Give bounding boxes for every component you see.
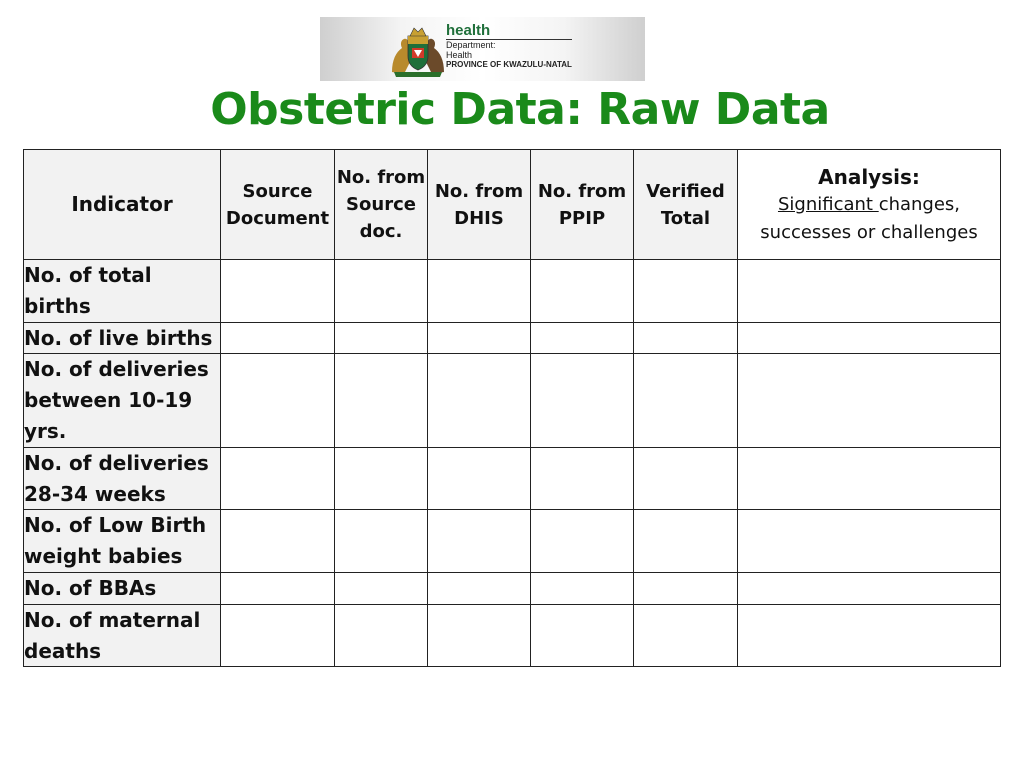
cell-verified-total[interactable] [634,572,738,604]
header-no-from-ppip: No. from PPIP [531,150,634,260]
table-row [24,604,1001,667]
cell-source-document[interactable] [221,572,335,604]
cell-no-from-ppip[interactable] [531,260,634,323]
cell-source-document[interactable] [221,510,335,573]
cell-verified-total[interactable] [634,322,738,354]
cell-analysis[interactable] [738,572,1001,604]
indicator-deliveries-10-19: No. of deliveries between 10-19 yrs. [24,354,221,447]
logo-health-word: health [446,23,572,40]
cell-analysis[interactable] [738,322,1001,354]
cell-analysis[interactable] [738,354,1001,447]
cell-analysis[interactable] [738,510,1001,573]
cell-no-from-source[interactable] [335,572,428,604]
cell-source-document[interactable] [221,260,335,323]
table-header-row [24,150,1001,260]
cell-no-from-dhis[interactable] [428,447,531,510]
cell-analysis[interactable] [738,604,1001,667]
cell-analysis[interactable] [738,260,1001,323]
indicator-bbas: No. of BBAs [24,572,221,604]
cell-no-from-dhis[interactable] [428,322,531,354]
cell-no-from-ppip[interactable] [531,354,634,447]
cell-no-from-source[interactable] [335,447,428,510]
cell-verified-total[interactable] [634,604,738,667]
table-row [24,572,1001,604]
cell-no-from-source[interactable] [335,354,428,447]
cell-no-from-source[interactable] [335,604,428,667]
header-verified-total: Verified Total [634,150,738,260]
header-no-from-dhis: No. from DHIS [428,150,531,260]
cell-no-from-ppip[interactable] [531,510,634,573]
table-row [24,354,1001,447]
table-row [24,510,1001,573]
cell-no-from-source[interactable] [335,510,428,573]
kzn-coat-of-arms-icon [388,22,448,78]
table-row [24,260,1001,323]
cell-no-from-dhis[interactable] [428,510,531,573]
cell-verified-total[interactable] [634,354,738,447]
cell-source-document[interactable] [221,354,335,447]
cell-no-from-dhis[interactable] [428,260,531,323]
analysis-subtitle [738,191,1000,247]
cell-no-from-ppip[interactable] [531,447,634,510]
obstetric-raw-data-table [23,149,1001,667]
logo-health-line: Health [446,50,473,60]
cell-no-from-ppip[interactable] [531,322,634,354]
cell-source-document[interactable] [221,604,335,667]
logo-province-line: PROVINCE OF KWAZULU-NATAL [446,60,572,69]
logo-department-line: Department: [446,40,496,50]
analysis-underlined-word: Significant [777,193,879,215]
header-indicator: Indicator [24,150,221,260]
cell-analysis[interactable] [738,447,1001,510]
header-source-document: Source Document [221,150,335,260]
cell-verified-total[interactable] [634,260,738,323]
cell-verified-total[interactable] [634,510,738,573]
cell-no-from-dhis[interactable] [428,354,531,447]
page-title: Obstetric Data: Raw Data [210,84,830,135]
indicator-total-births: No. of total births [24,260,221,323]
cell-source-document[interactable] [221,447,335,510]
analysis-title: Analysis: [818,164,920,189]
logo-text-block [446,23,576,70]
cell-no-from-source[interactable] [335,260,428,323]
cell-no-from-ppip[interactable] [531,572,634,604]
indicator-low-birth-weight: No. of Low Birth weight babies [24,510,221,573]
header-analysis [738,150,1001,260]
analysis-subtitle-rest: changes, successes or challenges [760,193,978,243]
cell-no-from-dhis[interactable] [428,604,531,667]
department-logo-banner [320,17,645,81]
indicator-maternal-deaths: No. of maternal deaths [24,604,221,667]
cell-no-from-ppip[interactable] [531,604,634,667]
indicator-deliveries-28-34: No. of deliveries 28-34 weeks [24,447,221,510]
cell-no-from-source[interactable] [335,322,428,354]
indicator-live-births: No. of live births [24,322,221,354]
cell-source-document[interactable] [221,322,335,354]
header-no-from-source: No. from Source doc. [335,150,428,260]
table-row [24,447,1001,510]
cell-verified-total[interactable] [634,447,738,510]
cell-no-from-dhis[interactable] [428,572,531,604]
table-row [24,322,1001,354]
